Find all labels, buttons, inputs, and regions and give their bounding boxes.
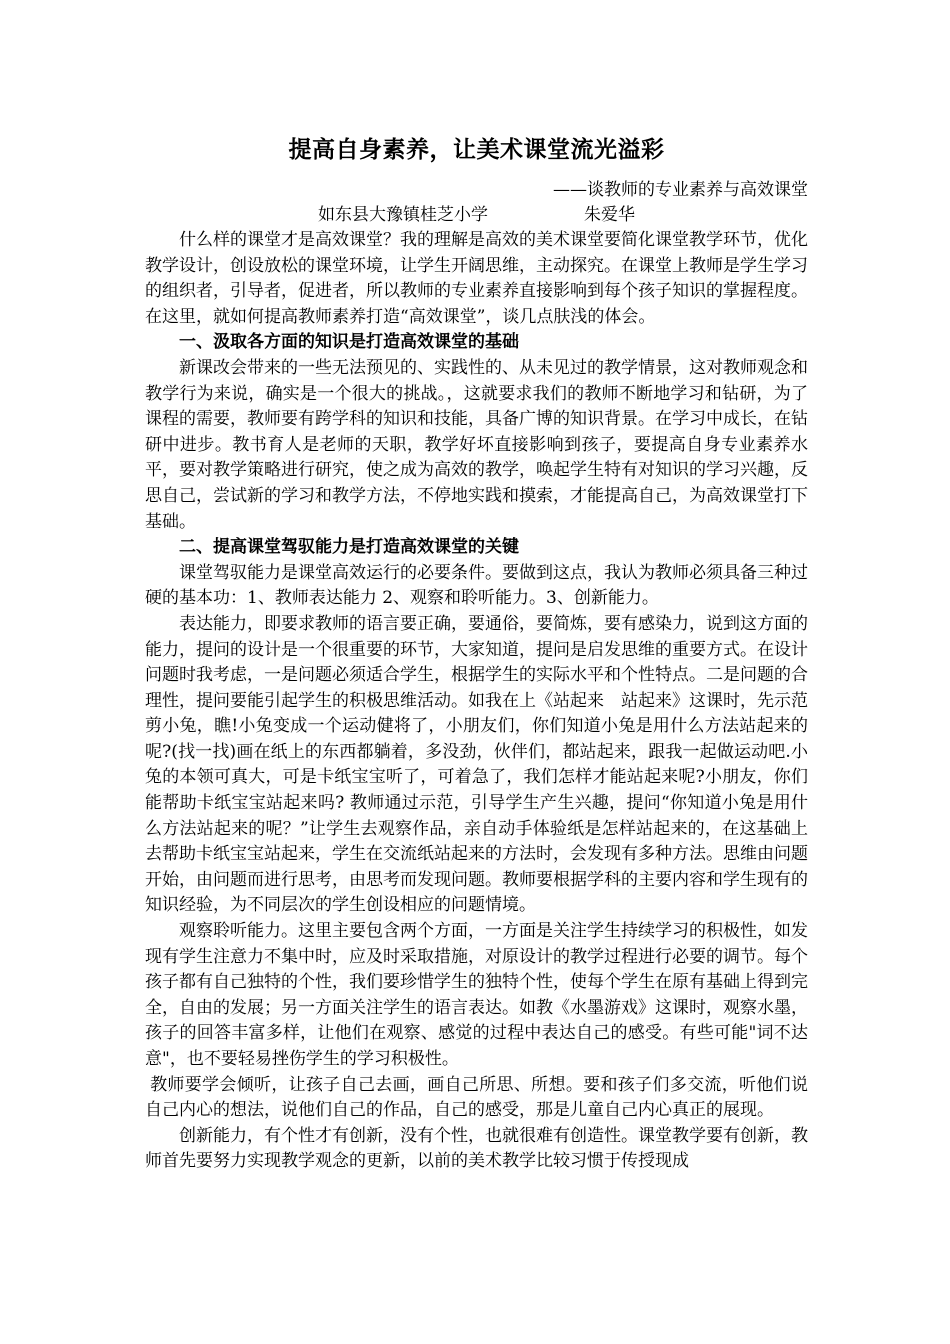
document-body bbox=[145, 130, 808, 1175]
section-heading-2: 二、提高课堂驾驭能力是打造高效课堂的关键 bbox=[179, 537, 519, 558]
paragraph-innovation: 创新能力，有个性才有创新，没有个性，也就很难有创造性。课堂教学要有创新，教师首先要努力实现教学观念的更新，以前的美术教学比较习惯于传授现成 bbox=[145, 1125, 808, 1172]
paragraph-section-1: 新课改会带来的一些无法预见的、实践性的、从未见过的教学情景，这对教师观念和教学行为来说，确实是一个很大的挑战。，这就要求我们的教师不断地学习和钻研，为了课程的需要，教师要有跨学科的知识和技能，具备广博的知识背景。在学习中成长，在钻研中进步。教书育人是老师的天职，教学好坏直接影响到孩子，要提高自身专业素养水平，要对教学策略进行研究，使之成为高效的教学，唤起学生特有对知识的学习兴趣，反思自己，尝试新的学习和教学方法，不停地实践和摸索，才能提高自己，为高效课堂打下基础。 bbox=[145, 357, 808, 532]
section-heading-1: 一、汲取各方面的知识是打造高效课堂的基础 bbox=[179, 332, 519, 353]
paragraph-expression: 表达能力，即要求教师的语言要正确，要通俗，要简炼，要有感染力，说到这方面的能力，提问的设计是一个很重要的环节，大家知道，提问是启发思维的重要方式。在设计问题时我考虑，一是问题必须适合学生，根据学生的实际水平和个性特点。二是问题的合理性，提问要能引起学生的积极思维活动。如我在上《站起来 站起来》这课时，先示范剪小兔，瞧!小兔变成一个运动健将了，小朋友们，你们知道小兔是用什么方法站起来的呢?(找一找)画在纸上的东西都躺着，多没劲，伙伴们，都站起来，跟我一起做运动吧.小兔的本领可真大，可是卡纸宝宝听了，可着急了，我们怎样才能站起来呢?小朋友，你们能帮助卡纸宝宝站起来吗? 教师通过示范，引导学生产生兴趣，提问“你知道小兔是用什么方法站起来的呢？”让学生去观察作品，亲自动手体验纸是怎样站起来的，在这基础上去帮助卡纸宝宝站起来，学生在交流纸站起来的方法时，会发现有多种方法。思维由问题开始，由问题而进行思考，由思考而发现问题。教师要根据学科的主要内容和学生现有的知识经验，为不同层次的学生创设相应的问题情境。 bbox=[145, 613, 808, 916]
school-name: 如东县大豫镇桂芝小学 bbox=[318, 205, 488, 225]
paragraph-listening: 教师要学会倾听，让孩子自己去画，画自己所思、所想。要和孩子们多交流，听他们说自己内心的想法，说他们自己的作品，自己的感受，那是儿童自己内心真正的展现。 bbox=[145, 1074, 808, 1121]
document-subtitle: ——谈教师的专业素养与高效课堂 bbox=[553, 180, 808, 200]
paragraph-observation: 观察聆听能力。这里主要包含两个方面，一方面是关注学生持续学习的积极性，如发现有学生注意力不集中时，应及时采取措施，对原设计的教学过程进行必要的调节。每个孩子都有自己独特的个性，我们要珍惜学生的独特个性，使每个学生在原有基础上得到完全，自由的发展；另一方面关注学生的语言表达。如教《水墨游戏》这课时，观察水墨，孩子的回答丰富多样，让他们在观察、感觉的过程中表达自己的感受。有些可能"词不达意"，也不要轻易挫伤学生的学习积极性。 bbox=[145, 921, 808, 1069]
paragraph-intro: 什么样的课堂才是高效课堂？我的理解是高效的美术课堂要简化课堂教学环节，优化教学设计，创设放松的课堂环境，让学生开阔思维，主动探究。在课堂上教师是学生学习的组织者，引导者，促进者，所以教师的专业素养直接影响到每个孩子知识的掌握程度。在这里，就如何提高教师素养打造“高效课堂”，谈几点肤浅的体会。 bbox=[145, 230, 808, 327]
document-title: 提高自身素养，让美术课堂流光溢彩 bbox=[288, 136, 665, 163]
author-byline bbox=[145, 203, 808, 228]
paragraph-classroom-control: 课堂驾驭能力是课堂高效运行的必要条件。要做到这点，我认为教师必须具备三种过硬的基本功：1、教师表达能力 2、观察和聆听能力。3、创新能力。 bbox=[145, 562, 808, 609]
author-name: 朱爱华 bbox=[584, 205, 635, 225]
